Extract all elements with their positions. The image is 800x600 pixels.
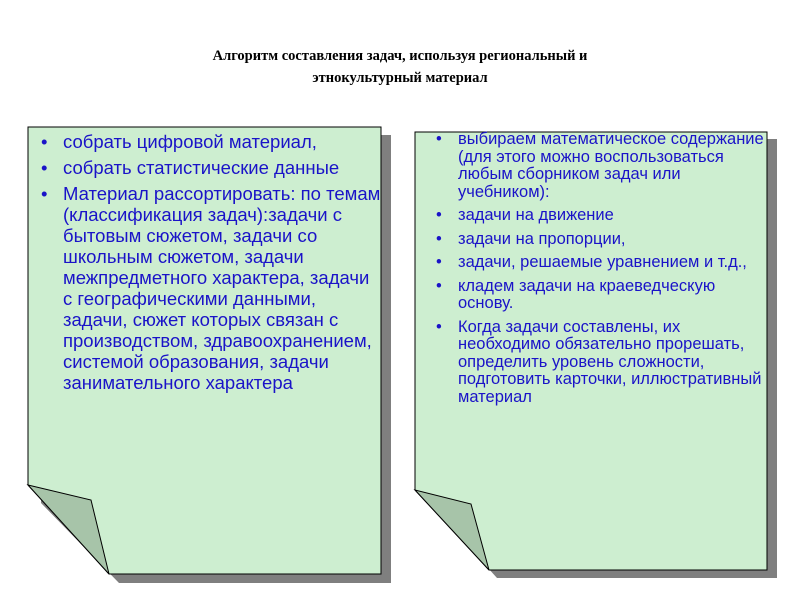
- right-item-text: выбираем математическое содержание (для этого можно воспользоваться любым сборником задач или учебником):: [458, 130, 764, 201]
- left-list-item: [37, 131, 382, 152]
- right-list-item: [432, 319, 767, 407]
- bullet-icon: •: [436, 317, 442, 336]
- right-list-item: [432, 254, 767, 272]
- left-list-item: [37, 183, 382, 393]
- right-note-list: [432, 131, 767, 412]
- bullet-icon: •: [436, 206, 442, 224]
- bullet-icon: •: [41, 131, 48, 152]
- bullet-icon: •: [436, 253, 442, 271]
- bullet-icon: •: [41, 157, 48, 178]
- right-list-item: [432, 278, 767, 313]
- title-line-1: Алгоритм составления задач, используя региональный и: [212, 48, 588, 64]
- right-list-item: [432, 231, 767, 249]
- right-list-item: [432, 207, 767, 225]
- bullet-icon: •: [41, 183, 48, 204]
- right-item-text: задачи на движение: [458, 206, 614, 224]
- left-list-item: [37, 157, 382, 178]
- right-item-text: задачи, решаемые уравнением и т.д.,: [458, 253, 747, 271]
- left-item-text: собрать статистические данные: [63, 157, 340, 178]
- right-item-text: кладем задачи на краеведческую основу.: [458, 276, 716, 312]
- left-item-text: собрать цифровой материал,: [63, 131, 317, 152]
- right-item-text: Когда задачи составлены, их необходимо обязательно прорешать, определить уровень сложности, подготовить карточки, иллюстративный материал: [458, 317, 762, 406]
- left-item-text: Материал рассортировать: по темам (классификация задач):задачи с бытовым сюжетом, задачи со школьным сюжетом, задачи межпредметного характера, задачи с географическими данными, задачи, сюжет которых связан с производством, здравоохранением, системой образования, задачи занимательного характера: [63, 183, 381, 393]
- right-item-text: задачи на пропорции,: [458, 229, 626, 248]
- bullet-icon: •: [436, 130, 442, 148]
- bullet-icon: •: [436, 229, 442, 248]
- right-list-item: [432, 131, 767, 201]
- slide-title: [100, 45, 700, 89]
- title-line-2: этнокультурный материал: [312, 70, 488, 86]
- left-note-list: [37, 131, 382, 398]
- bullet-icon: •: [436, 276, 442, 295]
